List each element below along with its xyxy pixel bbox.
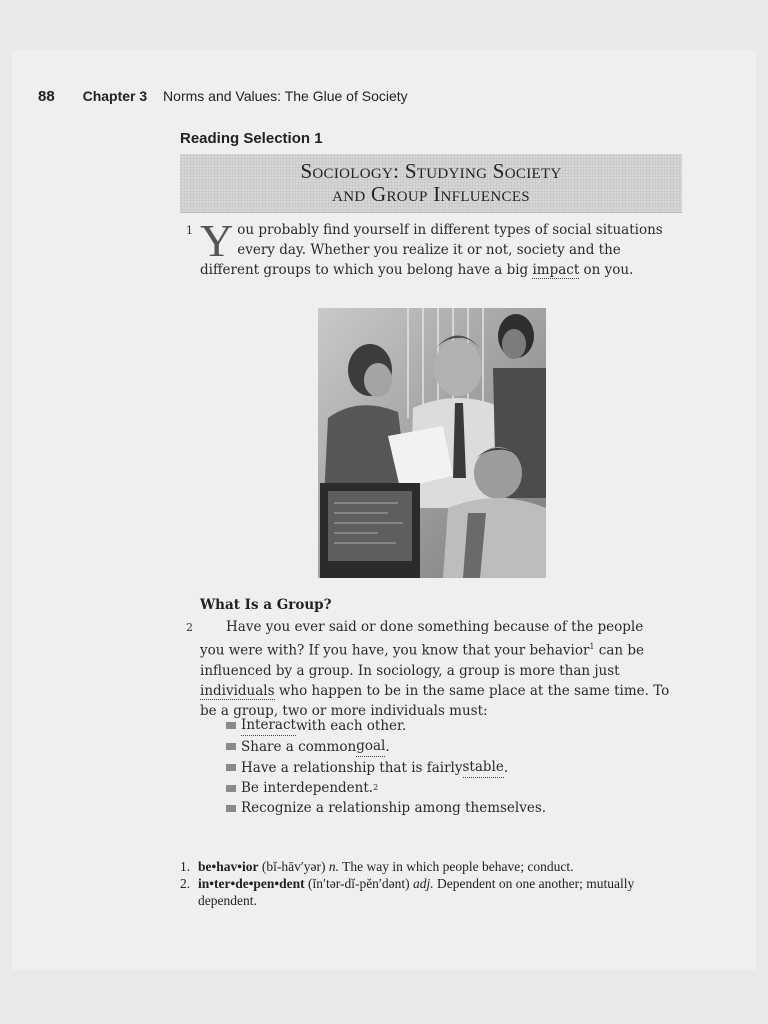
vocab-word-goal[interactable]: goal [356,736,385,757]
footnote-pronunciation: (ĭn′tər-dĭ-pĕn′dənt) [308,876,410,891]
list-item: Recognize a relationship among themselves. [226,798,546,818]
vocab-word-interact[interactable]: Interact [241,715,296,736]
footnote-word: in•ter•de•pen•dent [198,876,305,891]
square-bullet-icon [226,764,236,771]
photo-office-workers [318,308,546,578]
list-item: Have a relationship that is fairly stable . [226,757,546,778]
footnote-ref-1[interactable]: 1 [589,642,595,651]
paragraph-1-text-end: on you. [579,262,634,278]
vocab-word-stable[interactable]: stable [463,757,504,778]
square-bullet-icon [226,805,236,812]
paragraph-2-text: can be influenced by a group. In sociology, a group is more than just [200,642,645,679]
footnote-pos: n. [328,859,340,874]
paragraph-2-text: Have you ever said or done something because of the people you were with? If you have, you know that your behavior [200,619,644,659]
paragraph-1 [200,215,670,280]
bullet-list [226,715,546,818]
chapter-label: Chapter 3 [82,88,148,104]
chapter-title: Norms and Values: The Glue of Society [163,88,408,104]
reading-title-line2: and Group Influences [332,182,530,206]
footnote-word: be•hav•ior [198,859,259,874]
list-item: Be interdependent. 2 [226,778,546,798]
paragraph-1-text: ou probably find yourself in different types of social situations every day. Whether you realize it or not, society and the different groups to which you belong have a big [200,222,663,278]
paragraph-2 [200,617,670,721]
paragraph-number: 1 [186,224,193,237]
photo-illustration [318,308,546,578]
reading-title-box [180,154,682,213]
section-label: Reading Selection 1 [180,130,323,147]
footnote-2: 2. in•ter•de•pen•dent (ĭn′tər-dĭ-pĕn′dənt) adj. Dependent on one another; mutually dependent. [180,876,635,908]
footnote-pos: adj. [413,876,434,891]
drop-cap: Y [200,215,234,266]
footnote-definition: The way in which people behave; conduct. [339,859,574,874]
square-bullet-icon [226,785,236,792]
list-item: Interact with each other. [226,715,546,736]
list-item: Share a common goal . [226,736,546,757]
page-number: 88 [38,88,55,105]
vocab-word-impact[interactable]: impact [532,262,580,278]
paragraph-number: 2 [186,621,193,634]
footnotes [180,858,650,909]
reading-title-line1: Sociology: Studying Society [300,159,562,183]
square-bullet-icon [226,743,236,750]
vocab-word-individuals[interactable]: individuals [200,682,275,699]
footnote-definition: Dependent on one another; mutually dependent. [198,876,635,908]
square-bullet-icon [226,722,236,729]
footnote-pronunciation: (bĭ-hāv′yər) [261,859,326,874]
paragraph-2-text: who happen to be in the same place at the same time. To be a group, two or more individuals must: [200,682,670,719]
footnote-ref-2[interactable]: 2 [373,783,379,792]
running-head [38,88,408,105]
footnote-1: 1. be•hav•ior (bĭ-hāv′yər) n. The way in which people behave; conduct. [180,859,574,874]
section-heading: What Is a Group? [200,597,332,613]
